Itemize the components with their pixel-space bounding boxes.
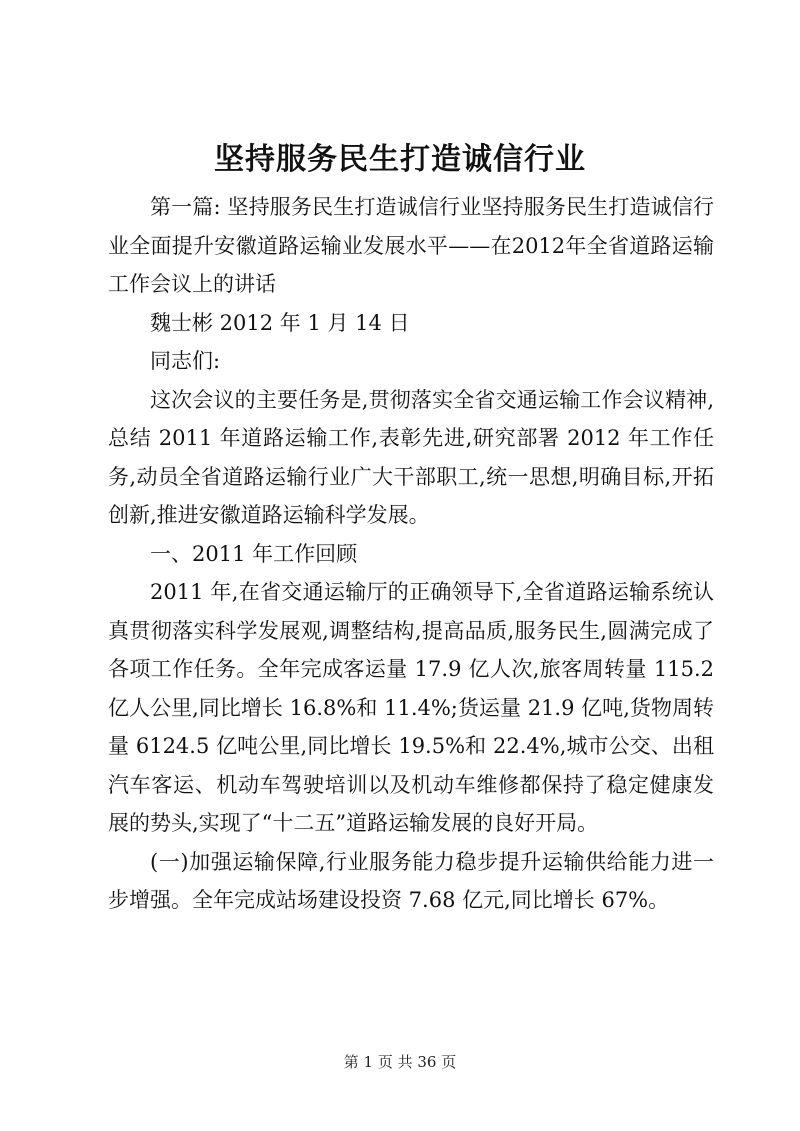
- page-footer: 第 1 页 共 36 页: [343, 1053, 457, 1071]
- paragraph-transport-guarantee: (一)加强运输保障,行业服务能力稳步提升运输供给能力进一步增强。全年完成站场建设投资 7.68 亿元,同比增长 67%。: [108, 849, 714, 912]
- paragraph-salutation: 同志们:: [150, 349, 221, 373]
- document-title: 坚持服务民生打造诚信行业: [214, 142, 586, 177]
- paragraph-2011-review: 2011 年,在省交通运输厅的正确领导下,全省道路运输系统认真贯彻落实科学发展观,调整结构,提高品质,服务民生,圆满完成了各项工作任务。全年完成客运量 17.9 亿人次,旅客周转量 115.2 亿人公里,同比增长 16.8%和 11.4%;货运量 21.9 亿吨,货物周转量 6124.5 亿吨公里,同比增长 19.5%和 22.4%,城市公交、出租汽车客运、机动车驾驶培训以及机动车维修都保持了稳定健康发展的势头,实现了“十二五”道路运输发展的良好开局。: [108, 580, 714, 835]
- document-body: [108, 188, 714, 920]
- paragraph-author-date: 魏士彬 2012 年 1 月 14 日: [150, 310, 410, 335]
- paragraph-meeting-tasks: 这次会议的主要任务是,贯彻落实全省交通运输工作会议精神,总结 2011 年道路运输工作,表彰先进,研究部署 2012 年工作任务,动员全省道路运输行业广大干部职工,统一思想,明确目标,开拓创新,推进安徽道路运输科学发展。: [108, 387, 714, 527]
- paragraph-heading-intro: 第一篇: 坚持服务民生打造诚信行业坚持服务民生打造诚信行业全面提升安徽道路运输业发展水平——在2012年全省道路运输工作会议上的讲话: [108, 195, 714, 296]
- section-heading-review: 一、2011 年工作回顾: [150, 541, 358, 566]
